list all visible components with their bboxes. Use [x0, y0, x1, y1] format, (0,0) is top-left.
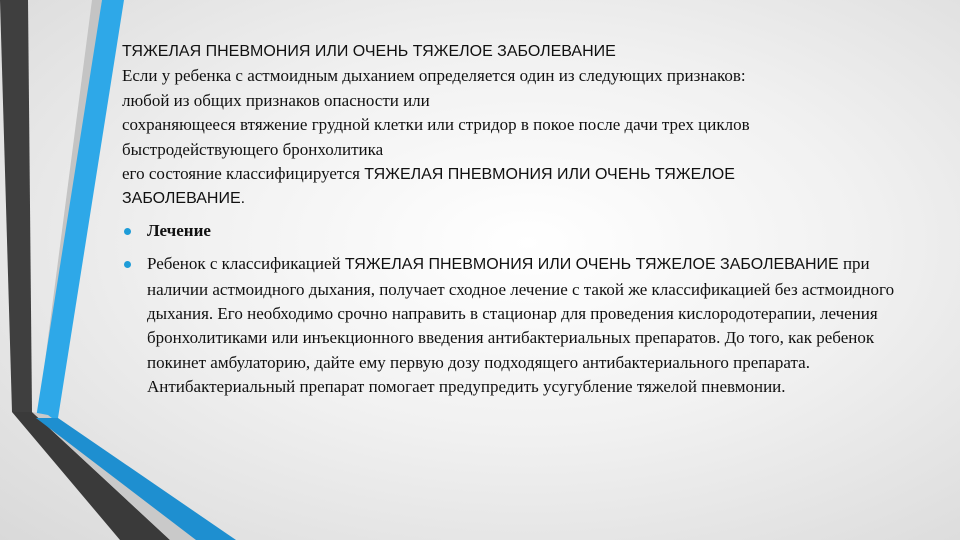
treatment-heading: Лечение	[147, 220, 211, 240]
dark-vertical-stripe	[0, 0, 32, 412]
treatment-text: при наличии астмоидного дыхания, получает сходное лечение с такой же классификацией без астмоидного дыхания. Его необходимо срочно направить в стационар для проведения кислородотерапии, лечения бронхолитиками или инъекционного введения антибактериальных препаратов. До того, как ребенок покинет амбулаторию, дайте ему первую дозу подходящего антибактериального препарата. Антибактериальный препарат помогает предупредить усугубление тяжелой пневмонии.	[147, 254, 895, 397]
slide-content	[122, 40, 902, 400]
intro-line: быстродействующего бронхолитика	[122, 139, 384, 159]
intro-paragraph	[122, 40, 902, 212]
bullet-list	[122, 219, 902, 400]
classification-name-end: ЗАБОЛЕВАНИЕ.	[122, 190, 246, 208]
list-item	[122, 252, 902, 399]
intro-line	[122, 162, 902, 187]
intro-line: Если у ребенка с астмоидным дыханием определяется один из следующих признаков:	[122, 66, 746, 86]
list-item	[122, 219, 902, 243]
dark-diagonal-stripe	[12, 412, 170, 540]
bullet-icon	[124, 261, 131, 268]
classification-name: ТЯЖЕЛАЯ ПНЕВМОНИЯ ИЛИ ОЧЕНЬ ТЯЖЕЛОЕ	[364, 166, 735, 184]
blue-vertical-stripe	[36, 0, 124, 418]
slide-title: ТЯЖЕЛАЯ ПНЕВМОНИЯ ИЛИ ОЧЕНЬ ТЯЖЕЛОЕ ЗАБОЛЕВАНИЕ	[122, 43, 616, 60]
treatment-prefix: Ребенок с классификацией	[147, 254, 345, 274]
intro-text: его состояние классифицируется	[122, 164, 365, 184]
intro-line: любой из общих признаков опасности или	[122, 90, 430, 110]
classification-name: ТЯЖЕЛАЯ ПНЕВМОНИЯ ИЛИ ОЧЕНЬ ТЯЖЕЛОЕ ЗАБОЛЕВАНИЕ	[344, 256, 839, 274]
intro-line: сохраняющееся втяжение грудной клетки или стридор в покое после дачи трех циклов	[122, 115, 750, 135]
bullet-icon	[124, 228, 131, 235]
